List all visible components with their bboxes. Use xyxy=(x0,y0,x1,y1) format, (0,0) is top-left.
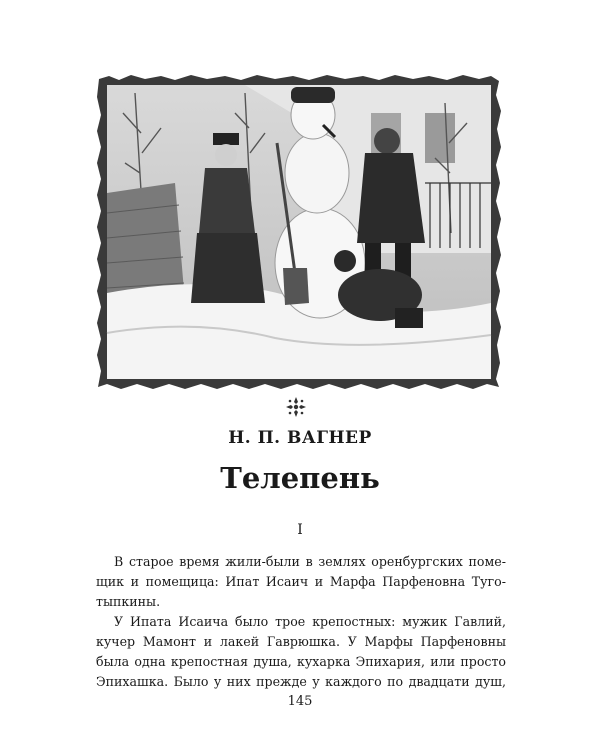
text-line: была одна крепостная душа, кухарка Эпихария, или просто xyxy=(96,654,506,669)
illustration xyxy=(95,73,503,391)
story-body xyxy=(96,552,506,692)
story-title: Телепень xyxy=(220,461,380,495)
snowman-illustration xyxy=(95,73,503,391)
text-line: Эпихашка. Было у них прежде у каждого по двадцати душ, xyxy=(96,674,506,689)
text-line: тыпкины. xyxy=(96,594,161,609)
author-name: Н. П. ВАГНЕР xyxy=(228,428,372,448)
text-line: щик и помещица: Ипат Исаич и Марфа Парфеновна Туго- xyxy=(96,574,506,589)
floral-ornament-icon xyxy=(285,396,307,418)
text-line: У Ипата Исаича было трое крепостных: мужик Гавлий, xyxy=(114,614,506,629)
chapter-number: I xyxy=(297,522,303,538)
text-line: кучер Мамонт и лакей Гаврюшка. У Марфы Парфеновны xyxy=(96,634,506,649)
page-number: 145 xyxy=(287,694,313,709)
text-line: В старое время жили-были в землях оренбургских поме- xyxy=(114,554,506,569)
